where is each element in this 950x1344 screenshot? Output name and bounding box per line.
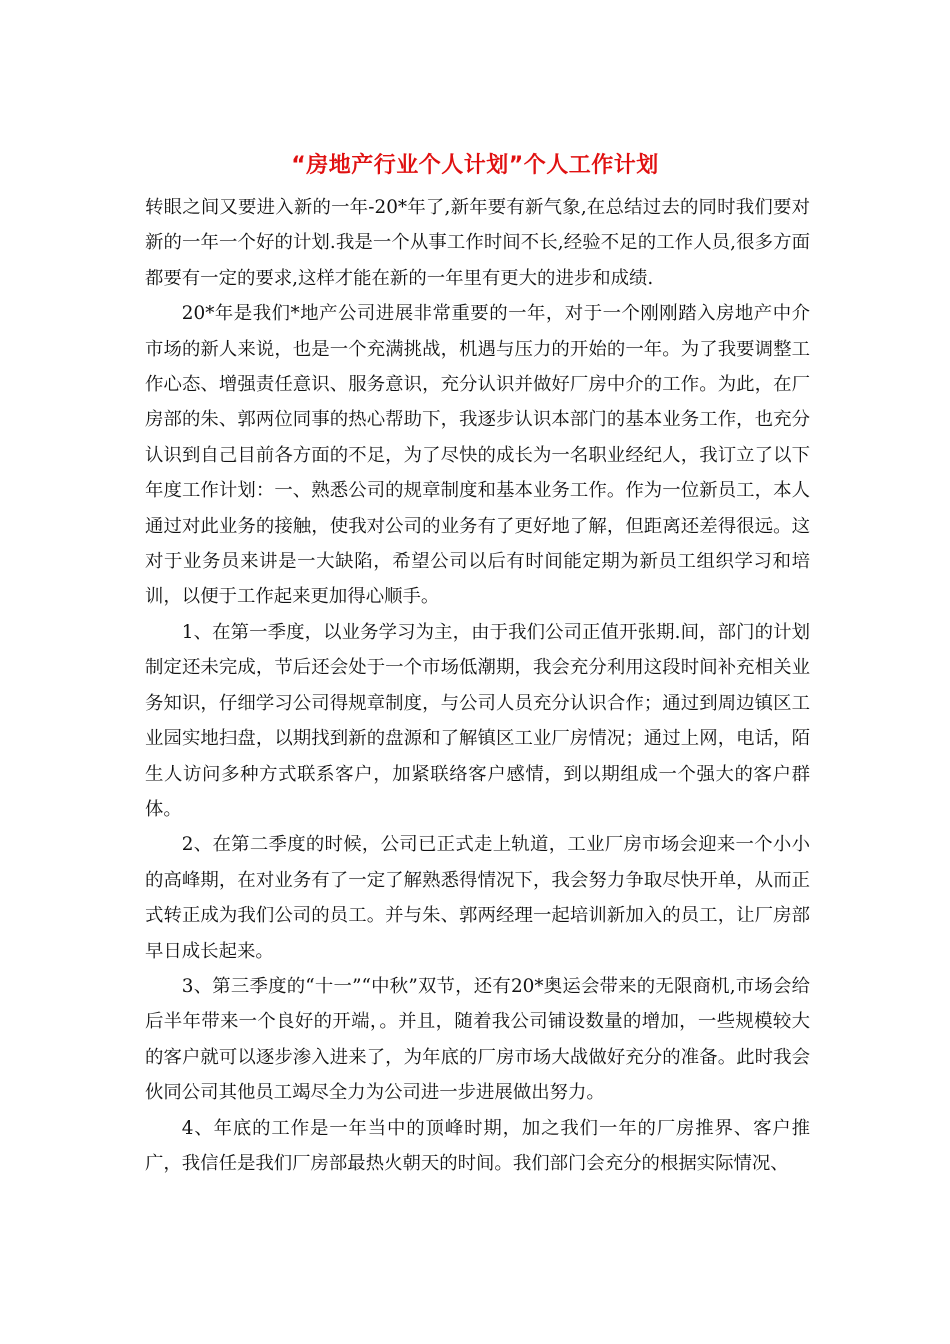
paragraph-q1: 1、在第一季度，以业务学习为主，由于我们公司正值开张期.间，部门的计划制定还未完成，节后还会处于一个市场低潮期，我会充分利用这段时间补充相关业务知识，仔细学习公司得规章制度，与公司人员充分认识合作；通过到周边镇区工业园实地扫盘，以期找到新的盘源和了解镇区工业厂房情况；通过上网，电话，陌生人访问多种方式联系客户，加紧联络客户感情，到以期组成一个强大的客户群体。: [145, 621, 810, 820]
paragraph-intro: 转眼之间又要进入新的一年-20*年了,新年要有新气象,在总结过去的同时我们要对新的一年一个好的计划.我是一个从事工作时间不长,经验不足的工作人员,很多方面都要有一定的要求,这样才能在新的一年里有更大的进步和成绩.: [145, 197, 810, 289]
paragraph-q2: 2、在第二季度的时候，公司已正式走上轨道，工业厂房市场会迎来一个小小的高峰期，在对业务有了一定了解熟悉得情况下，我会努力争取尽快开单，从而正式转正成为我们公司的员工。并与朱、郭两经理一起培训新加入的员工，让厂房部早日成长起来。: [145, 834, 810, 962]
paragraph-q3: 3、第三季度的“十一”“中秋”双节，还有20*奥运会带来的无限商机,市场会给后半年带来一个良好的开端，。并且，随着我公司铺设数量的增加，一些规模较大的客户就可以逐步渗入进来了，为年底的厂房市场大战做好充分的准备。此时我会伙同公司其他员工竭尽全力为公司进一步进展做出努力。: [145, 975, 810, 1104]
document-title: “房地产行业个人计划”个人工作计划: [291, 153, 659, 178]
paragraph-overview: 20*年是我们*地产公司进展非常重要的一年，对于一个刚刚踏入房地产中介市场的新人来说，也是一个充满挑战，机遇与压力的开始的一年。为了我要调整工作心态、增强责任意识、服务意识，充分认识并做好厂房中介的工作。为此，在厂房部的朱、郭两位同事的热心帮助下，我逐步认识本部门的基本业务工作，也充分认识到自己目前各方面的不足，为了尽快的成长为一名职业经纪人，我订立了以下年度工作计划：一、熟悉公司的规章制度和基本业务工作。作为一位新员工，本人通过对此业务的接触，使我对公司的业务有了更好地了解，但距离还差得很远。这对于业务员来讲是一大缺陷，希望公司以后有时间能定期为新员工组织学习和培训，以便于工作起来更加得心顺手。: [145, 303, 810, 608]
paragraph-year-end: 4、年底的工作是一年当中的顶峰时期，加之我们一年的厂房推界、客户推广，我信任是我们厂房部最热火朝天的时间。我们部门会充分的根据实际情况、: [145, 1117, 810, 1174]
document-body: [145, 190, 810, 1181]
